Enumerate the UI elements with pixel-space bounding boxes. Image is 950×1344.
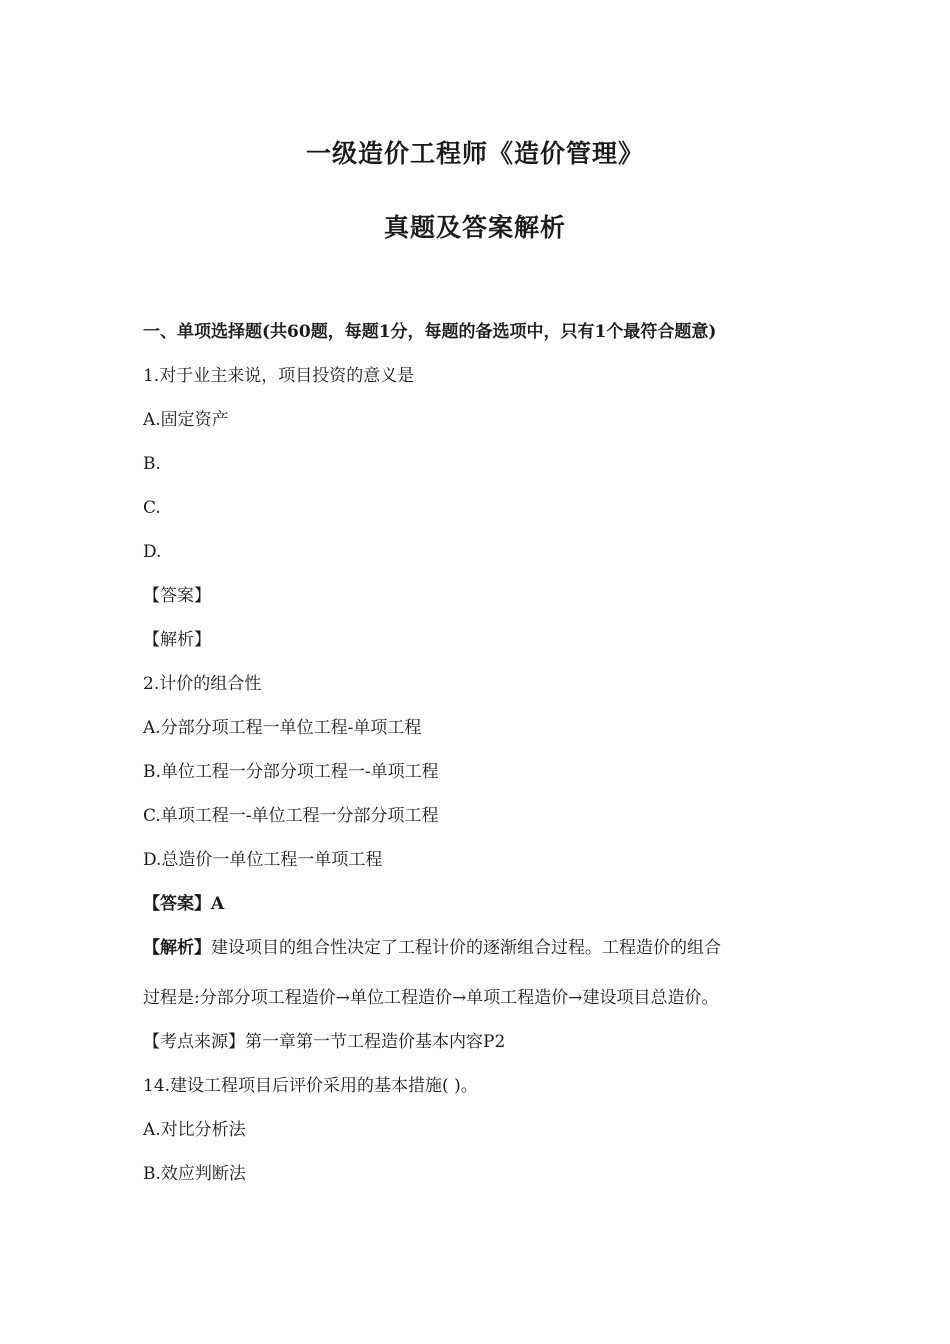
question-1-option-a: A.固定资产 xyxy=(143,410,229,430)
question-2-answer-value: A xyxy=(211,894,225,914)
question-14-stem: 14.建设工程项目后评价采用的基本措施( )。 xyxy=(143,1076,478,1096)
question-14-option-b: B.效应判断法 xyxy=(143,1164,246,1184)
question-1-option-b: B. xyxy=(143,454,161,474)
question-14-option-a: A.对比分析法 xyxy=(143,1120,246,1140)
question-1-analysis-label: 【解析】 xyxy=(143,630,211,650)
question-2-source-label: 【考点来源】 xyxy=(143,1032,245,1052)
question-2-stem: 2.计价的组合性 xyxy=(143,674,262,694)
question-2-option-c: C.单项工程一-单位工程一分部分项工程 xyxy=(143,806,439,826)
question-2-analysis-text-1: 建设项目的组合性决定了工程计价的逐渐组合过程。工程造价的组合 xyxy=(211,938,721,958)
document-subtitle: 真题及答案解析 xyxy=(383,213,566,242)
document-title: 一级造价工程师《造价管理》 xyxy=(305,139,644,168)
section-heading: 一、单项选择题(共60题，每题1分，每题的备选项中，只有1个最符合题意) xyxy=(143,322,717,342)
question-1-stem: 1.对于业主来说，项目投资的意义是 xyxy=(143,366,415,386)
question-2-answer-label: 【答案】 xyxy=(143,894,211,914)
question-2-analysis xyxy=(143,936,721,960)
question-2-option-d: D.总造价一单位工程一单项工程 xyxy=(143,850,383,870)
question-2-answer xyxy=(143,892,224,916)
question-2-option-a: A.分部分项工程一单位工程-单项工程 xyxy=(143,718,422,738)
question-1-answer-label: 【答案】 xyxy=(143,586,211,606)
question-2-source-text: 第一章第一节工程造价基本内容P2 xyxy=(245,1032,506,1052)
question-2-analysis-label: 【解析】 xyxy=(143,938,211,958)
question-1-option-c: C. xyxy=(143,498,161,518)
question-2-source xyxy=(143,1030,505,1054)
question-2-analysis-text-2: 过程是:分部分项工程造价→单位工程造价→单项工程造价→建设项目总造价。 xyxy=(143,988,719,1008)
question-1-option-d: D. xyxy=(143,542,162,562)
question-2-option-b: B.单位工程一分部分项工程一-单项工程 xyxy=(143,762,439,782)
